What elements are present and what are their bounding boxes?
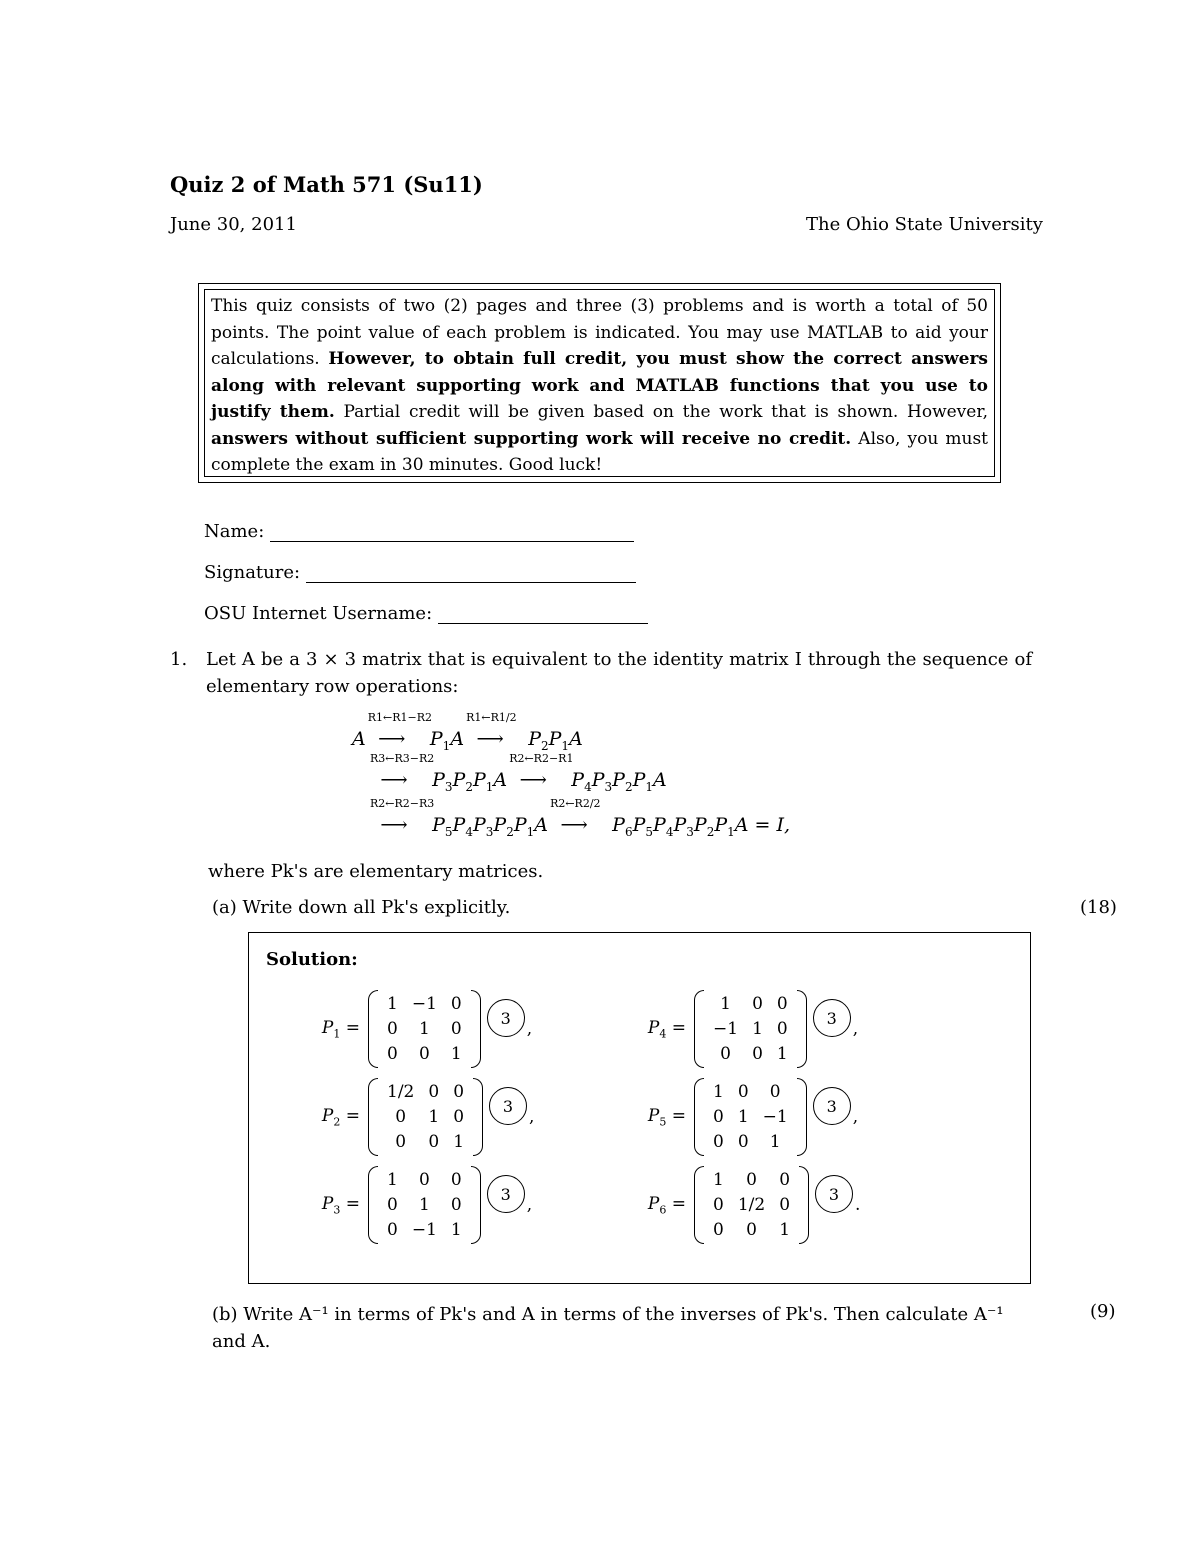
matrix-entry: 1 xyxy=(737,1107,749,1127)
score-circle: 3 xyxy=(487,999,525,1037)
op-6: R2←R2/2 xyxy=(550,797,601,810)
name-field[interactable] xyxy=(204,521,634,542)
matrix-p5: $P_5$ = 1 0 0 0 1 −1 0 0 1 3 , xyxy=(638,1078,858,1156)
matrix-entry: 0 xyxy=(428,1132,440,1152)
op-4: R2←R2−R1 xyxy=(509,752,574,765)
part-b-text: (b) Write A⁻¹ in terms of Pk's and A in terms of the inverses of Pk's. Then calculate A⁻¹ and A. xyxy=(212,1304,1004,1352)
matrix-name: $P_6$ = xyxy=(647,1193,686,1217)
matrix-entry: 0 xyxy=(450,994,462,1014)
right-paren xyxy=(473,1078,483,1156)
equation-line-3: R2←R2−R3 ⟶ $P_5P_4P_3P_2P_1A$ R2←R2/2 ⟶ $P_6P_5P_4P_3P_2P_1A = I$, xyxy=(370,797,791,839)
matrix-name: $P_3$ = xyxy=(321,1193,360,1217)
matrix-p2: $P_2$ = 1/2 0 0 0 1 0 0 0 1 3 , xyxy=(312,1078,534,1156)
right-paren xyxy=(799,1166,809,1244)
matrix-body xyxy=(706,1080,795,1155)
username-label: OSU Internet Username: xyxy=(204,603,433,624)
matrix-name: $P_4$ = xyxy=(647,1017,686,1041)
matrix-entry: 1 xyxy=(720,994,731,1014)
score-circle: 3 xyxy=(813,1087,851,1125)
matrix-entry: 1 xyxy=(776,1044,788,1064)
matrix-entry: 0 xyxy=(713,1220,724,1240)
username-field[interactable] xyxy=(204,603,648,624)
matrix-entry: 0 xyxy=(387,1019,398,1039)
matrix-body xyxy=(706,1168,797,1243)
matrix-entry: 1 xyxy=(387,994,398,1014)
instructions-text-2: Partial credit will be given based on the work that is shown. However, xyxy=(334,402,989,422)
matrix-entry: 0 xyxy=(450,1195,462,1215)
left-paren xyxy=(368,1166,378,1244)
matrix-entry: 0 xyxy=(450,1170,462,1190)
matrix-entry: 0 xyxy=(395,1107,407,1127)
matrix-entry: −1 xyxy=(713,1019,739,1039)
matrix-body xyxy=(706,992,795,1067)
matrix-entry: −1 xyxy=(411,1220,437,1240)
matrix-entry: 1 xyxy=(713,1170,724,1190)
equation-line-2: R3←R3−R2 ⟶ $P_3P_2P_1A$ R2←R2−R1 ⟶ $P_4P_3P_2P_1A$ xyxy=(370,752,667,794)
score-circle: 3 xyxy=(487,1175,525,1213)
matrix-entry: 0 xyxy=(776,994,788,1014)
matrix-entry: 0 xyxy=(752,1044,763,1064)
where-text: where Pk's are elementary matrices. xyxy=(208,861,544,882)
matrix-name: $P_2$ = xyxy=(321,1105,360,1129)
part-b-points: (9) xyxy=(1090,1301,1116,1322)
right-paren xyxy=(471,1166,481,1244)
matrix-entry: 0 xyxy=(737,1132,749,1152)
matrix-entry: 0 xyxy=(713,1107,724,1127)
matrix-entry: 0 xyxy=(387,1220,398,1240)
matrix-entry: 1/2 xyxy=(737,1195,766,1215)
instructions-text-3: Also, you must complete the exam in 30 minutes. Good luck! xyxy=(211,428,988,475)
matrix-entry: 1 xyxy=(428,1107,440,1127)
matrix-p6: $P_6$ = 1 0 0 0 1/2 0 0 0 1 3 . xyxy=(638,1166,860,1244)
score-circle: 3 xyxy=(489,1087,527,1125)
matrix-entry: −1 xyxy=(762,1107,788,1127)
name-line[interactable] xyxy=(270,529,634,542)
matrix-entry: 1 xyxy=(387,1170,398,1190)
matrix-p3: $P_3$ = 1 0 0 0 1 0 0 −1 1 3 , xyxy=(312,1166,532,1244)
matrix-entry: 1 xyxy=(779,1220,791,1240)
name-label: Name: xyxy=(204,521,265,542)
username-line[interactable] xyxy=(438,611,648,624)
matrix-entry: 1 xyxy=(450,1220,462,1240)
matrix-entry: −1 xyxy=(411,994,437,1014)
matrix-entry: 0 xyxy=(395,1132,407,1152)
right-paren xyxy=(797,1078,807,1156)
left-paren xyxy=(694,1078,704,1156)
op-1: R1←R1−R2 xyxy=(367,711,433,724)
matrix-entry: 0 xyxy=(387,1044,398,1064)
instructions-bold-1: However, to obtain full credit, you must show the correct answers along with relevant supporting work and MATLAB functions that you use to justify them. xyxy=(211,349,988,422)
left-paren xyxy=(368,1078,378,1156)
matrix-entry: 1 xyxy=(418,1195,430,1215)
left-paren xyxy=(694,1166,704,1244)
op-2: R1←R1/2 xyxy=(466,711,517,724)
problem-1-text: Let A be a 3 × 3 matrix that is equivalent to the identity matrix I through the sequence of elementary row operations: xyxy=(206,649,1032,697)
instructions-bold-2: answers without sufficient supporting work will receive no credit. xyxy=(211,428,852,449)
matrix-entry: 0 xyxy=(453,1082,465,1102)
right-paren xyxy=(797,990,807,1068)
matrix-entry: 0 xyxy=(713,1132,724,1152)
matrix-entry: 0 xyxy=(779,1195,791,1215)
matrix-name: $P_5$ = xyxy=(647,1105,686,1129)
institution: The Ohio State University xyxy=(806,214,1043,235)
quiz-date: June 30, 2011 xyxy=(170,214,297,235)
matrix-entry: 0 xyxy=(776,1019,788,1039)
left-paren xyxy=(694,990,704,1068)
matrix-entry: 1 xyxy=(752,1019,763,1039)
matrix-entry: 1 xyxy=(453,1132,465,1152)
matrix-entry: 0 xyxy=(418,1170,430,1190)
matrix-entry: 1 xyxy=(713,1082,724,1102)
instructions-text-1: This quiz consists of two (2) pages and three (3) problems and is worth a total of 50 points. The point value of each problem is indicated. You may use MATLAB to aid your calculations. xyxy=(211,296,988,369)
matrix-entry: 0 xyxy=(418,1044,430,1064)
matrix-entry: 1 xyxy=(418,1019,430,1039)
matrix-body xyxy=(380,992,469,1067)
left-paren xyxy=(368,990,378,1068)
matrix-entry: 0 xyxy=(752,994,763,1014)
matrix-entry: 0 xyxy=(387,1195,398,1215)
page-title: Quiz 2 of Math 571 (Su11) xyxy=(170,172,483,197)
matrix-p1: $P_1$ = 1 −1 0 0 1 0 0 0 1 3 , xyxy=(312,990,532,1068)
matrix-entry: 0 xyxy=(713,1195,724,1215)
matrix-name: $P_1$ = xyxy=(321,1017,360,1041)
matrix-entry: 1/2 xyxy=(387,1082,415,1102)
matrix-p4: $P_4$ = 1 0 0 −1 1 0 0 0 1 3 , xyxy=(638,990,858,1068)
matrix-body xyxy=(380,1080,471,1155)
matrix-entry: 0 xyxy=(453,1107,465,1127)
matrix-entry: 1 xyxy=(769,1132,781,1152)
score-circle: 3 xyxy=(813,999,851,1037)
matrix-entry: 0 xyxy=(720,1044,731,1064)
matrix-entry: 0 xyxy=(769,1082,781,1102)
part-a-points: (18) xyxy=(1080,897,1117,918)
problem-1 xyxy=(170,646,1032,700)
op-5: R2←R2−R3 xyxy=(370,797,435,810)
equation-line-1: A R1←R1−R2 ⟶ $P_1A$ R1←R1/2 ⟶ $P_2P_1A$ xyxy=(352,711,583,753)
part-a-text: (a) Write down all Pk's explicitly. xyxy=(212,897,511,918)
right-paren xyxy=(471,990,481,1068)
matrix-entry: 1 xyxy=(450,1044,462,1064)
matrix-body xyxy=(380,1168,469,1243)
signature-label: Signature: xyxy=(204,562,301,583)
signature-line[interactable] xyxy=(306,570,636,583)
problem-1-number: 1. xyxy=(170,649,188,670)
matrix-entry: 0 xyxy=(746,1220,757,1240)
matrix-entry: 0 xyxy=(779,1170,791,1190)
op-3: R3←R3−R2 xyxy=(370,752,435,765)
matrix-entry: 0 xyxy=(428,1082,440,1102)
instructions-box xyxy=(204,289,995,477)
score-circle: 3 xyxy=(815,1175,853,1213)
solution-label: Solution: xyxy=(266,949,358,970)
matrix-entry: 0 xyxy=(737,1082,749,1102)
matrix-entry: 0 xyxy=(450,1019,462,1039)
signature-field[interactable] xyxy=(204,562,636,583)
matrix-entry: 0 xyxy=(746,1170,757,1190)
